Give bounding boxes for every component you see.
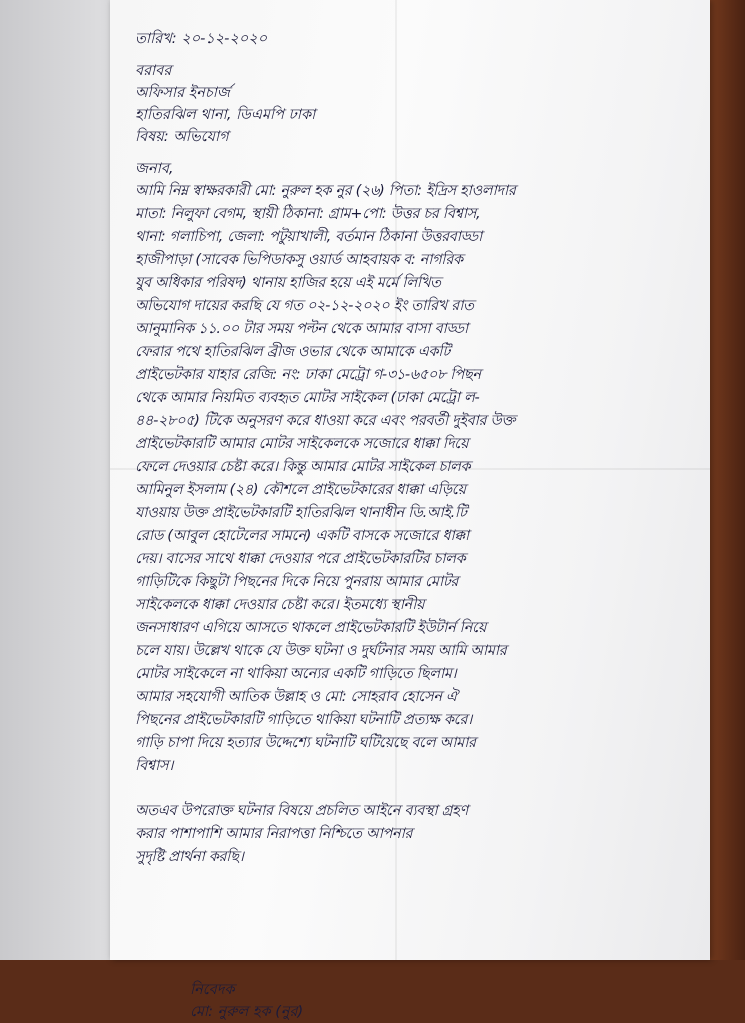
- body-line: বিশ্বাস।: [135, 758, 174, 774]
- body-line: গাড়ি চাপা দিয়ে হত্যার উদ্দেশ্যে ঘটনাটি ঘটিয়েছে বলে আমার: [135, 735, 476, 751]
- body-line: ফেলে দেওয়ার চেষ্টা করে। কিন্তু আমার মোটর সাইকেল চালক: [135, 459, 471, 475]
- body-line: থানা: গলাচিপা, জেলা: পটুয়াখালী, বর্তমান ঠিকানা উত্তরবাড্ডা: [135, 229, 482, 245]
- body-line: রোড (আবুল হোটেলের সামনে) একটি বাসকে সজোরে ধাক্কা: [135, 528, 469, 544]
- recipient-line: বরাবর: [135, 63, 172, 79]
- closing-line: সুদৃষ্টি প্রার্থনা করছি।: [135, 849, 244, 865]
- body-line: পিছনের প্রাইভেটকারটি গাড়িতে থাকিয়া ঘটনাটি প্রত্যক্ষ করে।: [135, 712, 472, 728]
- body-line: গাড়িটিকে কিছুটা পিছনের দিকে নিয়ে পুনরায় আমার মোটর: [135, 574, 458, 590]
- body-line: প্রাইভেটকার যাহার রেজি: নং: ঢাকা মেট্রো গ-৩১-৬৫০৮ পিছন: [135, 367, 481, 383]
- closing-line: করার পাশাপাশি আমার নিরাপত্তা নিশ্চিতে আপনার: [135, 826, 413, 842]
- body-line: আমি নিম্ন স্বাক্ষরকারী মো: নুরুল হক নুর (২৬) পিতা: ইদ্রিস হাওলাদার: [135, 183, 516, 199]
- letter-subject: বিষয়: অভিযোগ: [135, 129, 229, 145]
- letter-signoff: নিবেদক: [190, 982, 235, 998]
- body-line: অভিযোগ দায়ের করছি যে গত ০২-১২-২০২০ ইং তারিখ রাত: [135, 298, 474, 314]
- body-line: চলে যায়। উল্লেখ থাকে যে উক্ত ঘটনা ও দুর্ঘটনার সময় আমি আমার: [135, 643, 507, 659]
- body-line: ৪৪-২৮০৫) টিকে অনুসরণ করে ধাওয়া করে এবং পরবর্তী দুইবার উক্ত: [135, 413, 516, 429]
- body-line: আনুমানিক ১১.০০ টার সময় পল্টন থেকে আমার বাসা বাড্ডা: [135, 321, 468, 337]
- body-line: প্রাইভেটকারটি আমার মোটর সাইকেলকে সজোরে ধাক্কা দিয়ে: [135, 436, 469, 452]
- body-line: যুব অধিকার পরিষদ) থানায় হাজির হয়ে এই মর্মে লিখিত: [135, 275, 441, 291]
- letter-closing: [135, 800, 705, 869]
- letter-body: [135, 180, 705, 778]
- body-line: জনসাধারণ এগিয়ে আসতে থাকলে প্রাইভেটকারটি ইউটার্ন নিয়ে: [135, 620, 487, 636]
- closing-line: অতএব উপরোক্ত ঘটনার বিষয়ে প্রচলিত আইনে ব্যবস্থা গ্রহণ: [135, 803, 468, 819]
- body-line: হাজীপাড়া (সাবেক ভিপিডাকসু ওয়ার্ড আহবায়ক ব: নাগরিক: [135, 252, 463, 268]
- body-line: মাতা: নিলুফা বেগম, স্থায়ী ঠিকানা: গ্রাম+পো: উত্তর চর বিশ্বাস,: [135, 206, 481, 222]
- wooden-table-edge: [705, 0, 745, 960]
- body-line: সাইকেলকে ধাক্কা দেওয়ার চেষ্টা করে। ইতমধ্যে স্থানীয়: [135, 597, 425, 613]
- body-line: মোটর সাইকেলে না থাকিয়া অন্যের একটি গাড়িতে ছিলাম।: [135, 666, 457, 682]
- body-line: দেয়। বাসের সাথে ধাক্কা দেওয়ার পরে প্রাইভেটকারটির চালক: [135, 551, 466, 567]
- letter-date: তারিখ: ২০-১২-২০২০: [135, 31, 268, 47]
- letter-salutation: জনাব,: [135, 161, 174, 177]
- recipient-line: অফিসার ইনচার্জ: [135, 85, 230, 101]
- body-line: থেকে আমার নিয়মিত ব্যবহৃত মোটর সাইকেল (ঢাকা মেট্রো ল-: [135, 390, 480, 406]
- handwritten-letter: [135, 28, 705, 1023]
- body-line: ফেরার পথে হাতিরঝিল ব্রীজ ওভার থেকে আমাকে একটি: [135, 344, 450, 360]
- body-line: যাওয়ায় উক্ত প্রাইভেটকারটি হাতিরঝিল থানাধীন ডি.আই.টি: [135, 505, 467, 521]
- body-line: আমার সহযোগী আতিক উল্লাহ ও মো: সোহরাব হোসেন ঐ: [135, 689, 458, 705]
- body-line: আমিনুল ইসলাম (২৪) কৌশলে প্রাইভেটকারের ধাক্কা এড়িয়ে: [135, 482, 466, 498]
- recipient-block: [135, 60, 705, 126]
- letter-signature: মো: নুরুল হক (নুর): [190, 1004, 304, 1020]
- recipient-line: হাতিরঝিল থানা, ডিএমপি ঢাকা: [135, 107, 316, 123]
